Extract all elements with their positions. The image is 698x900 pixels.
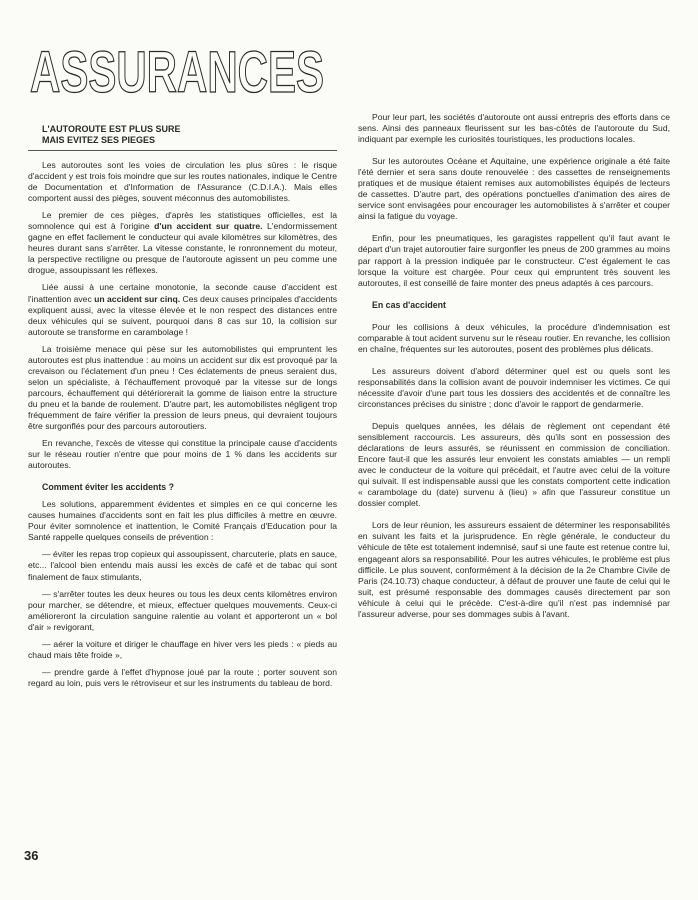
article-kicker [28,108,337,151]
paragraph: Lors de leur réunion, les assureurs essaient de déterminer les responsabilités en suivant les faits et la jurisprudence. En règle générale, le conducteur du véhicule de tête est totalement indemnisé, sauf si une faute est retenue contre lui, engageant alors sa responsabilité. Pour les autres véhicules, le problème est plus difficile. Le plus souvent, conformément à la décision de la 2e Chambre Civile de Paris (24.10.73) chaque conducteur, à défaut de prouver une faute de celui qui le suit, est présumé responsable des dommages causés directement par son véhicule à celui qui le précède. C'est-à-dire qu'il n'est pas indemnisé par l'assureur adverse, pour ses dommages subis à l'avant. [358,520,670,619]
paragraph: Les solutions, apparemment évidentes et simples en ce qui concerne les causes humaines d'accidents sont en fait les plus difficiles à mettre en œuvre. Pour éviter somnolence et inattention, le Comité Français d'Education pour la Santé rappelle quelques conseils de prévention : [28,499,337,543]
paragraph: Pour leur part, les sociétés d'autoroute ont aussi entrepris des efforts dans ce sens. Ainsi des panneaux fleurissent sur les bas-côtés de l'autoroute du Sud, indiquant par exemple les curiosités touristiques, les productions locales. [358,112,670,145]
kicker-line-2: MAIS EVITEZ SES PIEGES [42,135,156,145]
paragraph: Liée aussi à une certaine monotonie, la seconde cause d'accident est l'inattention avec un accident sur cinq. Ces deux causes principales d'accidents expliquent aussi, avec la vitesse élevée et le non respect des distances entre deux véhicules qui se suivent, pourquoi dans 8 cas sur 10, la collision sur autoroute se transforme en carambolage ! [28,282,337,337]
paragraph: En revanche, l'excès de vitesse qui constitue la principale cause d'accidents sur le réseau routier n'entre que pour moins de 1 % dans les accidents sur autoroutes. [28,438,337,471]
page-title [28,40,328,105]
paragraph: Les autoroutes sont les voies de circulation les plus sûres : le risque d'accident y est trois fois moindre que sur les routes nationales, indique le Centre de Documentation et d'Information de l'Assurance (C.D.I.A.). Mais elles comportent aussi des pièges, souvent méconnus des automobilistes. [28,160,337,204]
paragraph: Sur les autoroutes Océane et Aquitaine, une expérience originale a été faite l'été dernier et sera sans doute renouvelée : des cassettes de renseignements pratiques et de musique étaient remises aux automobilistes équipés de lecteurs de cassettes. D'autre part, des opérations ponctuelles d'animation des aires de service sont envisagées pour encourager les automobilistes à s'arrêter et couper ainsi la fatigue du voyage. [358,156,670,222]
section-heading: Comment éviter les accidents ? [42,482,175,493]
paragraph: La troisième menace qui pèse sur les automobilistes qui empruntent les autoroutes est plus inattendue : au moins un accident sur dix est provoqué par la crevaison ou l'éclatement d'un pneu ! Ces éclatements de pneus seraient dus, selon un spécialiste, à l'échauffement provoqué par la vitesse sur de longs parcours, échauffement qui détériorerait la gomme de liaison entre la structure du pneu et la bande de roulement. D'autre part, les automobilistes négligent trop fréquemment de faire vérifier la pression de leurs pneus, qui devraient toujours être surgonflés pour des parcours autoroutiers. [28,343,337,432]
title-outline-art [28,40,328,105]
title-text: ASSURANCES [30,40,324,105]
list-item: — éviter les repas trop copieux qui assoupissent, charcuterie, plats en sauce, etc... l'alcool bien entendu mais aussi les excès de café et de tabac qui sont finalement de faux stimulants, [28,549,337,582]
paragraph: Pour les collisions à deux véhicules, la procédure d'indemnisation est comparable à tout acident survenu sur le réseau routier. En revanche, les collision en chaîne, fréquentes sur les autoroutes, posent des problèmes plus délicats. [358,321,670,354]
page-number: 36 [24,848,39,863]
list-item: — s'arrêter toutes les deux heures ou tous les deux cents kilomètres environ pour marcher, se détendre, et mieux, effectuer quelques mouvements. Ceux-ci amélioreront la circulation sanguine ralentie au volant et apporteront un « bol d'air » revigorant, [28,588,337,632]
paragraph: Enfin, pour les pneumatiques, les garagistes rappellent qu'il faut avant le départ d'un trajet autoroutier faire surgonfler les pneus de 200 grammes au moins par rapport à la pression indiquée par le constructeur. C'est également le cas lorsque la voiture est chargée. Pour ceux qui empruntent très souvent les autoroutes, il est conseillé de faire monter des pneus adaptés à ces parcours. [358,233,670,288]
paragraph: Les assureurs doivent d'abord déterminer quel est ou quels sont les responsabilités dans la collision avant de pouvoir indemniser les victimes. Ce qui nécessite d'avoir d'une part tous les dossiers des accidentés et de connaître les circonstances précises du sinistre ; donc d'avoir le rapport de gendarmerie. [358,365,670,409]
right-column [358,112,670,620]
emphasis: un accident sur cinq. [94,293,181,304]
list-item: — prendre garde à l'effet d'hypnose joué par la route ; porter souvent son regard au loin, puis vers le rétroviseur et sur les instruments du tableau de bord. [28,666,337,688]
list-item: — aérer la voiture et diriger le chauffage en hiver vers les pieds : « pieds au chaud mais tête froide », [28,638,337,660]
section-heading: En cas d'accident [372,299,446,310]
left-column [28,108,337,689]
kicker-line-1: L'AUTOROUTE EST PLUS SURE [42,124,181,134]
paragraph: Le premier de ces pièges, d'après les statistiques officielles, est la somnolence qui est à l'origine d'un accident sur quatre. L'endormissement gagne en effet facilement le conducteur qui avale kilomètres sur kilomètres, des heures durant sans s'arrêter. La vitesse constante, le ronronnement du moteur, la perspective rectiligne ou presque de l'autoroute agissent un peu comme une drogue, assoupissant les réflexes. [28,210,337,276]
paragraph: Depuis quelques années, les délais de règlement ont cependant été sensiblement raccourcis. Les assureurs, dès qu'ils sont en possession des déclarations de leurs assurés, se réunissent en commission de conciliation. Encore faut-il que les assurés leur envoient les constats amiables — un rempli avec le conducteur de la voiture qui précédait, et l'autre avec celui de la voiture qui suivait. Il est indispensable aussi que les constats comportent cette indication « carambolage du (date) survenu à (lieu) » afin que l'assureur constitue un dossier complet. [358,420,670,509]
emphasis: d'un accident sur quatre. [154,221,263,232]
